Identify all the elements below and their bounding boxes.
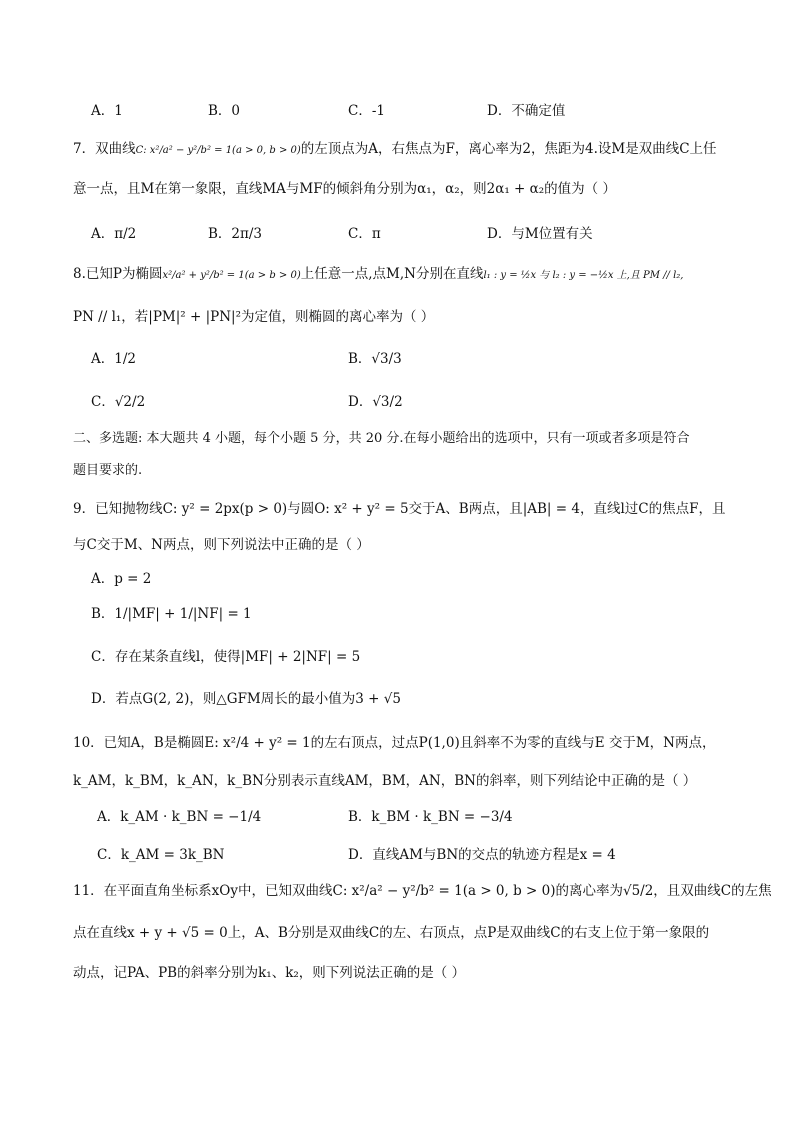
q9-option-c: C．存在某条直线l，使得|MF| + 2|NF| = 5 <box>91 649 361 665</box>
q8-lines: l₁ : y = ½x 与 l₂ : y = −½x 上,且 PM // l₂, <box>483 270 684 281</box>
q10-option-a: A．k_AM · k_BN = −1/4 <box>97 809 262 825</box>
q11-line-1: 11．在平面直角坐标系xOy中，已知双曲线C: x²/a² − y²/b² = 1(a > 0, b > 0)的离心率为√5/2，且双曲线C的左焦 <box>73 883 772 899</box>
q10-option-c: C．k_AM = 3k_BN <box>97 847 225 863</box>
q7-option-a: A．π/2 <box>91 226 137 242</box>
q6-option-a: A．1 <box>91 103 123 119</box>
q8-option-c: C．√2/2 <box>91 394 146 410</box>
q8-line-1 <box>73 268 683 282</box>
q7-equation: C: x²/a² − y²/b² = 1(a > 0, b > 0) <box>135 145 301 156</box>
q8-equation: x²/a² + y²/b² = 1(a > b > 0) <box>162 270 301 281</box>
q7-option-b: B．2π/3 <box>208 226 263 242</box>
section-2-heading-cont: 题目要求的. <box>73 463 143 478</box>
q6-option-c: C．-1 <box>348 103 385 119</box>
q8-line-1-mid: 上任意一点,点M,N分别在直线 <box>300 266 484 282</box>
q8-line-2: PN // l₁，若|PM|² + |PN|²为定值，则椭圆的离心率为（ ） <box>73 309 435 325</box>
q10-line-1: 10．已知A，B是椭圆E: x²/4 + y² = 1的左右顶点，过点P(1,0)且斜率不为零的直线与E 交于M，N两点， <box>73 735 716 751</box>
q9-line-2: 与C交于M、N两点，则下列说法中正确的是（ ） <box>73 537 370 553</box>
q9-option-d: D．若点G(2, 2)，则△GFM周长的最小值为3 + √5 <box>91 691 401 707</box>
q7-option-d: D．与M位置有关 <box>487 226 593 242</box>
q7-line-2: 意一点，且M在第一象限，直线MA与MF的倾斜角分别为α₁，α₂，则2α₁ + α₂的值为（ ） <box>73 181 616 197</box>
q6-option-d: D．不确定值 <box>487 103 566 119</box>
q8-option-a: A．1/2 <box>91 351 136 367</box>
q8-option-b: B．√3/3 <box>348 351 402 367</box>
q10-option-b: B．k_BM · k_BN = −3/4 <box>348 809 513 825</box>
section-2-heading: 二、多选题: 本大题共 4 小题，每个小题 5 分，共 20 分.在每小题给出的选项中，只有一项或者多项是符合 <box>73 431 690 446</box>
q6-option-b: B．0 <box>208 103 241 119</box>
q7-label: 7．双曲线 <box>73 141 136 157</box>
q9-option-b: B．1/|MF| + 1/|NF| = 1 <box>91 606 252 622</box>
q9-line-1: 9．已知抛物线C: y² = 2px(p > 0)与圆O: x² + y² = 5交于A、B两点，且|AB| = 4，直线l过C的焦点F，且 <box>73 501 726 517</box>
q8-label: 8.已知P为椭圆 <box>73 266 163 282</box>
q10-option-d: D．直线AM与BN的交点的轨迹方程是x = 4 <box>348 847 616 863</box>
q7-option-c: C．π <box>348 226 381 242</box>
q10-line-2: k_AM，k_BM，k_AN，k_BN分别表示直线AM，BM，AN，BN的斜率，则下列结论中正确的是（ ） <box>73 773 697 789</box>
q9-option-a: A．p = 2 <box>91 571 152 587</box>
q7-line-1 <box>73 143 717 157</box>
q7-line-1-rest: 的左顶点为A，右焦点为F，离心率为2，焦距为4.设M是双曲线C上任 <box>300 141 717 157</box>
q8-option-d: D．√3/2 <box>348 394 403 410</box>
q11-line-3: 动点，记PA、PB的斜率分别为k₁、k₂，则下列说法正确的是（ ） <box>73 965 466 981</box>
q11-line-2: 点在直线x + y + √5 = 0上，A、B分别是双曲线C的左、右顶点，点P是双曲线C的右支上位于第一象限的 <box>73 925 710 941</box>
